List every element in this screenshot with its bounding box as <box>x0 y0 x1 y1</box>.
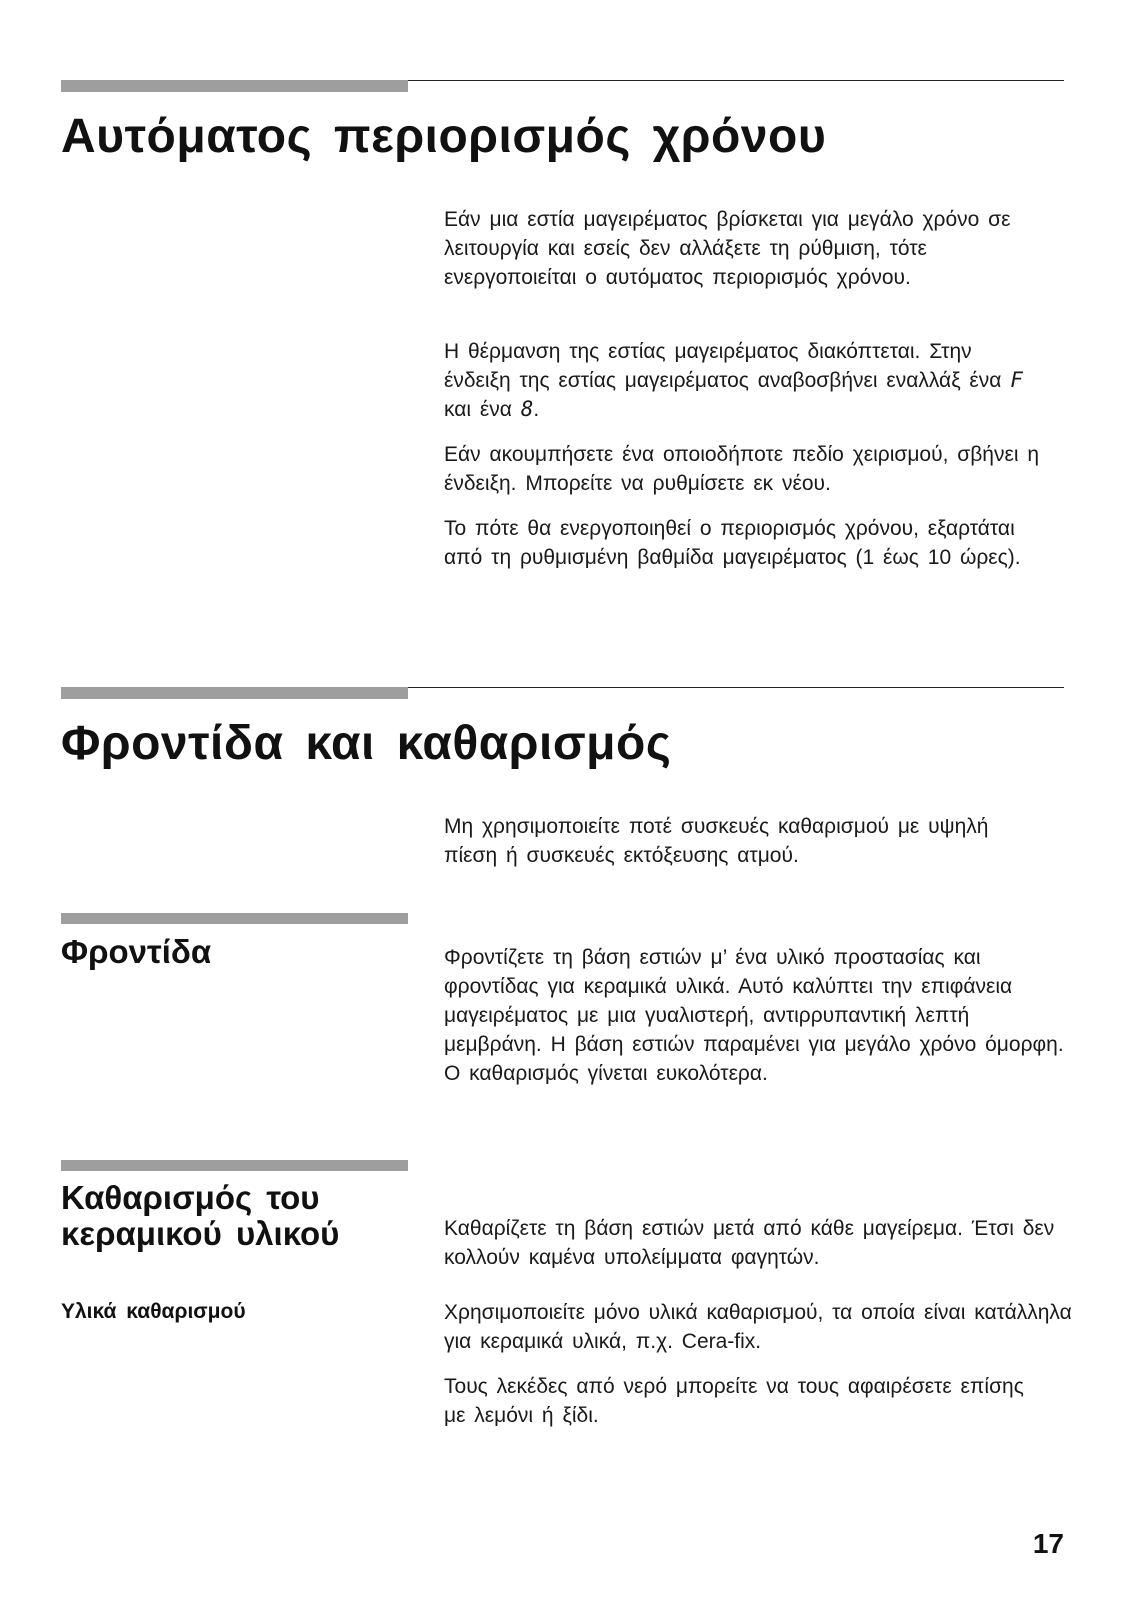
subsection-bar-care <box>61 913 408 924</box>
auto-time-limit-paragraph-3: Εάν ακουμπήσετε ένα οποιοδήποτε πεδίο χειρισμού, σβήνει η ένδειξη. Μπορείτε να ρυθμίσετε εκ νέου. <box>444 443 1040 495</box>
care-cleaning-intro: Μη χρησιμοποιείτε ποτέ συσκευές καθαρισμού με υψηλή πίεση ή συσκευές εκτόξευσης ατμού. <box>444 815 989 867</box>
section-rule-2 <box>61 687 1064 688</box>
display-symbol-f: F <box>1010 368 1023 392</box>
paragraph-2-text-c: . <box>533 398 540 421</box>
section-title-auto-time-limit: Αυτόματος περιορισμός χρόνου <box>61 110 827 163</box>
subsection-bar-cleaning <box>61 1160 408 1171</box>
subsection-title-cleaning-materials: Υλικά καθαρισμού <box>61 1300 246 1323</box>
cleaning-title-line-1: Καθαρισμός του <box>61 1179 320 1216</box>
section-title-care-cleaning: Φροντίδα και καθαρισμός <box>61 717 672 770</box>
auto-time-limit-paragraph-4: Το πότε θα ενεργοποιηθεί ο περιορισμός χρόνου, εξαρτάται από τη ρυθμισμένη βαθμίδα μαγειρέματος (1 έως 10 ώρες). <box>444 517 1021 569</box>
auto-time-limit-paragraph-1: Εάν μια εστία μαγειρέματος βρίσκεται για μεγάλο χρόνο σε λειτουργία και εσείς δεν αλλάξετε τη ρύθμιση, τότε ενεργοποιείται ο αυτόματος περιορισμός χρόνου. <box>444 208 1011 289</box>
paragraph-2-text-a: Η θέρμανση της εστίας μαγειρέματος διακόπτεται. Στην ένδειξη της εστίας μαγειρέματος αναβοσβήνει εναλλάξ ένα <box>444 340 1011 392</box>
cleaning-paragraph: Καθαρίζετε τη βάση εστιών μετά από κάθε μαγείρεμα. Έτσι δεν κολλούν καμένα υπολείμματα φαγητών. <box>444 1217 1055 1269</box>
section-rule-bar-1 <box>61 80 408 92</box>
cleaning-title-line-2: κεραμικού υλικού <box>61 1215 340 1253</box>
subsection-title-cleaning <box>61 1180 339 1253</box>
cleaning-materials-paragraph-1: Χρησιμοποιείτε μόνο υλικά καθαρισμού, τα οποία είναι κατάλληλα για κεραμικά υλικά, π.χ. Cera-fix. <box>444 1301 1072 1353</box>
care-paragraph: Φροντίζετε τη βάση εστιών μ’ ένα υλικό προστασίας και φροντίδας για κεραμικά υλικά. Αυτό καλύπτει την επιφάνεια μαγειρέματος με μια γυαλιστερή, αντιρρυπαντική λεπτή μεμβράνη. Η βάση εστιών παραμένει για μεγάλο χρόνο όμορφη. Ο καθαρισμός γίνεται ευκολότερα. <box>444 946 1064 1085</box>
subsection-title-care: Φροντίδα <box>61 933 212 970</box>
paragraph-2-text-b: και ένα <box>444 398 521 421</box>
display-symbol-8: 8 <box>520 397 534 421</box>
cleaning-materials-paragraph-2: Τους λεκέδες από νερό μπορείτε να τους αφαιρέσετε επίσης με λεμόνι ή ξίδι. <box>444 1375 1024 1427</box>
page-number: 17 <box>1032 1528 1064 1559</box>
section-rule-1 <box>61 80 1064 81</box>
auto-time-limit-paragraph-2 <box>444 337 1044 424</box>
section-rule-bar-2 <box>61 687 408 699</box>
